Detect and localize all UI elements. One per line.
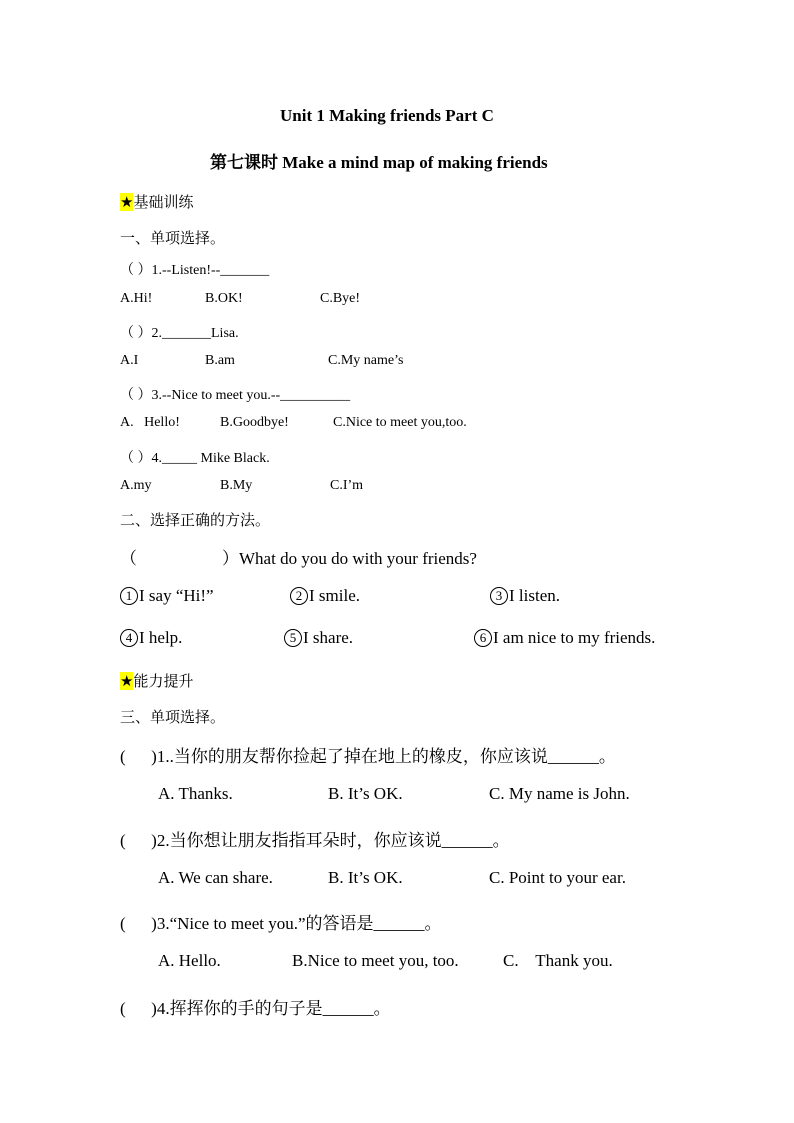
circled-number: 2	[290, 587, 308, 605]
choice-item: 3 I listen.	[490, 586, 560, 606]
choice-item: 1 I say “Hi!”	[120, 586, 214, 606]
question-stem: ( )4.挥挥你的手的句子是______。	[120, 999, 391, 1018]
option-a: A. Hello.	[158, 951, 221, 970]
part3-heading: 三、单项选择。	[120, 708, 226, 726]
option-b: B.Goodbye!	[220, 415, 289, 430]
question-stem: ( )3.“Nice to meet you.”的答语是______。	[120, 914, 442, 933]
circled-number: 5	[284, 629, 302, 647]
option-a: A. We can share.	[158, 868, 273, 887]
question-stem: （ ）3.--Nice to meet you.--__________	[120, 388, 351, 403]
option-a: A.Hi!	[120, 291, 153, 306]
option-c: C.Bye!	[320, 291, 361, 306]
part1-heading: 一、单项选择。	[120, 229, 226, 247]
choice-item: 4 I help.	[120, 628, 182, 648]
option-c: C. Point to your ear.	[489, 868, 626, 887]
question-stem: （ ）4._____ Mike Black.	[120, 451, 270, 466]
circled-number: 4	[120, 629, 138, 647]
section-basic-heading: ★基础训练	[120, 193, 194, 211]
page-subtitle: 第七课时 Make a mind map of making friends	[210, 153, 548, 172]
question-stem: （ ）1.--Listen!--_______	[120, 263, 270, 278]
option-c: C. My name is John.	[489, 784, 630, 803]
choice-item: 2 I smile.	[290, 586, 360, 606]
question-stem: ( )1..当你的朋友帮你捡起了掉在地上的橡皮，你应该说______。	[120, 747, 616, 766]
option-b: B.Nice to meet you, too.	[292, 951, 459, 970]
circled-number: 3	[490, 587, 508, 605]
choice-item: 5 I share.	[284, 628, 353, 648]
option-c: C. Thank you.	[503, 951, 613, 970]
circled-number: 1	[120, 587, 138, 605]
part2-question: （ ）What do you do with your friends?	[120, 549, 477, 568]
star-icon: ★	[120, 193, 134, 211]
option-a: A.my	[120, 478, 152, 493]
option-c: C.Nice to meet you,too.	[333, 415, 467, 430]
option-b: B.am	[205, 353, 235, 368]
star-icon: ★	[120, 672, 134, 690]
option-b: B.My	[220, 478, 253, 493]
question-stem: ( )2.当你想让朋友指指耳朵时，你应该说______。	[120, 831, 510, 850]
option-b: B. It’s OK.	[328, 784, 403, 803]
option-c: C.I’m	[330, 478, 364, 493]
option-a: A. Thanks.	[158, 784, 233, 803]
part2-heading: 二、选择正确的方法。	[120, 511, 271, 529]
option-c: C.My name’s	[328, 353, 404, 368]
section-advanced-heading: ★能力提升	[120, 672, 194, 690]
question-stem: （ ）2._______Lisa.	[120, 326, 239, 341]
choice-item: 6 I am nice to my friends.	[474, 628, 655, 648]
page-title: Unit 1 Making friends Part C	[280, 106, 494, 125]
option-a: A.I	[120, 353, 139, 368]
option-b: B. It’s OK.	[328, 868, 403, 887]
circled-number: 6	[474, 629, 492, 647]
option-a: A. Hello!	[120, 415, 180, 430]
option-b: B.OK!	[205, 291, 243, 306]
